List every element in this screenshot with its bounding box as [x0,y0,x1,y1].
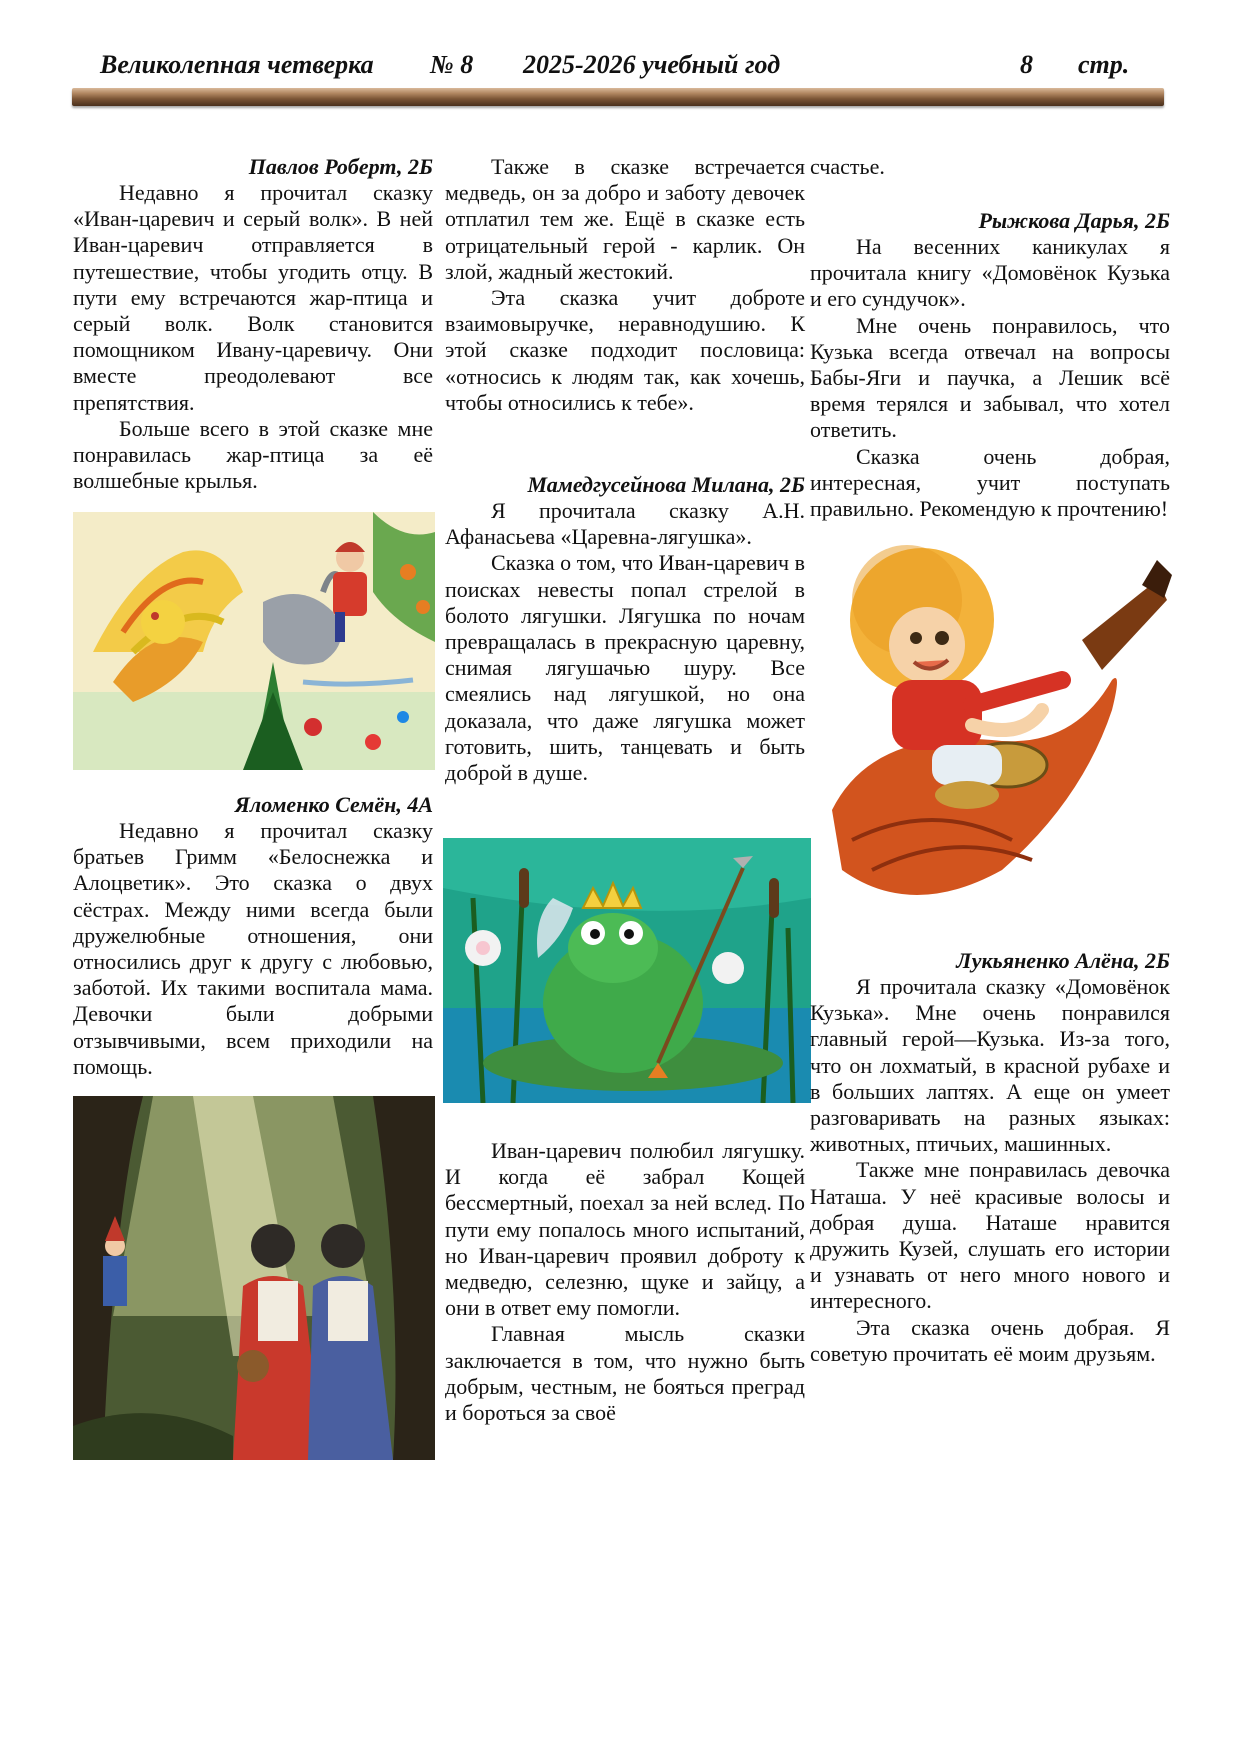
author-byline: Лукьяненко Алёна, 2Б [956,948,1170,973]
article-paragraph: Мне очень понравилось, что Кузька всегда отвечал на вопросы Бабы-Яги и паучка, а Лешик всё время терялся и забывал, что хотел ответить. [810,312,1170,443]
school-year: 2025-2026 учебный год [523,50,781,79]
author-byline: Яломенко Семён, 4А [234,792,433,817]
article-paragraph: Также в сказке встречается медведь, он за добро и заботу девочек отплатил тем же. Ещё в сказке есть отрицательный герой - карлик. Он злой, жадный жестокий. [445,154,805,284]
issue-number: № 8 [430,50,474,79]
article-mamedguseynova-end [810,154,1170,180]
article-paragraph: Иван-царевич полюбил лягушку. И когда её забрал Кощей бессмертный, поехал за ней вслед. По пути ему попалось много испытаний, но Иван-царевич проявил доброту к медведю, селезню, щуке и зайцу, а они в ответ ему помогли. [445,1138,805,1321]
kuzka-on-broom-illustration [812,540,1172,925]
article-paragraph: Также мне понравилась девочка Наташа. У неё красивые волосы и добрая душа. Наташе нравится дружить Кузей, слушать его истории и узнавать от него много нового и интересного. [810,1157,1170,1314]
article-ryzhkova [810,208,1170,522]
header-divider-bar [72,88,1164,106]
article-pavlov-continued [445,154,805,416]
article-paragraph: Главная мысль сказки заключается в том, что нужно быть добрым, честным, не бояться преград и бороться за своё [445,1321,805,1426]
article-paragraph: Я прочитала сказку «Домовёнок Кузька». Мне очень понравился главный герой—Кузька. Из-за того, что он лохматый, в красной рубахе и в больших лаптях. А еще он умеет разговаривать на разных языках: животных, птичьих, машинных. [810,974,1170,1157]
article-yalomenko [73,792,433,1080]
article-pavlov [73,154,433,494]
article-paragraph: Больше всего в этой сказке мне понравилась жар-птица за её волшебные крылья. [73,415,433,494]
page-number: 8 [1020,50,1033,79]
article-paragraph: На весенних каникулах я прочитала книгу «Домовёнок Кузька и его сундучок». [810,234,1170,312]
article-lukyanenko [810,948,1170,1367]
author-byline: Рыжкова Дарья, 2Б [978,208,1170,233]
page-label: стр. [1078,50,1130,79]
article-paragraph: Недавно я прочитал сказку «Иван-царевич и серый волк». В ней Иван-царевич отправляется в путешествие, чтобы угодить отцу. В пути ему встречаются жар-птица и серый волк. Волк становится помощником Ивану-царевичу. Они вместе преодолевают все препятствия. [73,180,433,415]
firebird-wolf-illustration [73,512,435,770]
article-paragraph: Недавно я прочитал сказку братьев Гримм «Белоснежка и Алоцветик». Это сказка о двух сёстрах. Между ними всегда были дружелюбные отношения, они относились друг к другу с любовью, заботой. Их такими воспитала мама. Девочки были добрыми отзывчивыми, всем приходили на помощь. [73,818,433,1079]
author-byline: Павлов Роберт, 2Б [248,154,433,179]
article-paragraph: Я прочитала сказку А.Н. Афанасьева «Царевна-лягушка». [445,498,805,550]
frog-princess-illustration [443,838,811,1103]
article-mamedguseynova-continued [445,1138,805,1426]
article-paragraph: счастье. [810,154,885,179]
page-header [100,48,1140,82]
newspaper-title: Великолепная четверка [100,50,374,79]
two-sisters-forest-illustration [73,1096,435,1460]
article-paragraph: Эта сказка учит доброте взаимовыручке, неравнодушию. К этой сказке подходит пословица: «относись к людям так, как хочешь, чтобы относились к тебе». [445,285,805,415]
article-paragraph: Сказка очень добрая, интересная, учит поступать правильно. Рекомендую к прочтению! [810,443,1170,522]
article-mamedguseynova [445,472,805,786]
author-byline: Мамедгусейнова Милана, 2Б [527,472,805,497]
article-paragraph: Сказка о том, что Иван-царевич в поисках невесты попал стрелой в болото лягушки. Лягушка по ночам превращалась в прекрасную царевну, снимая лягушачью шуру. Все смеялись над лягушкой, но она доказала, что даже лягушка может готовить, шить, танцевать и быть доброй в душе. [445,550,805,786]
article-paragraph: Эта сказка очень добрая. Я советую прочитать её моим друзьям. [810,1314,1170,1366]
